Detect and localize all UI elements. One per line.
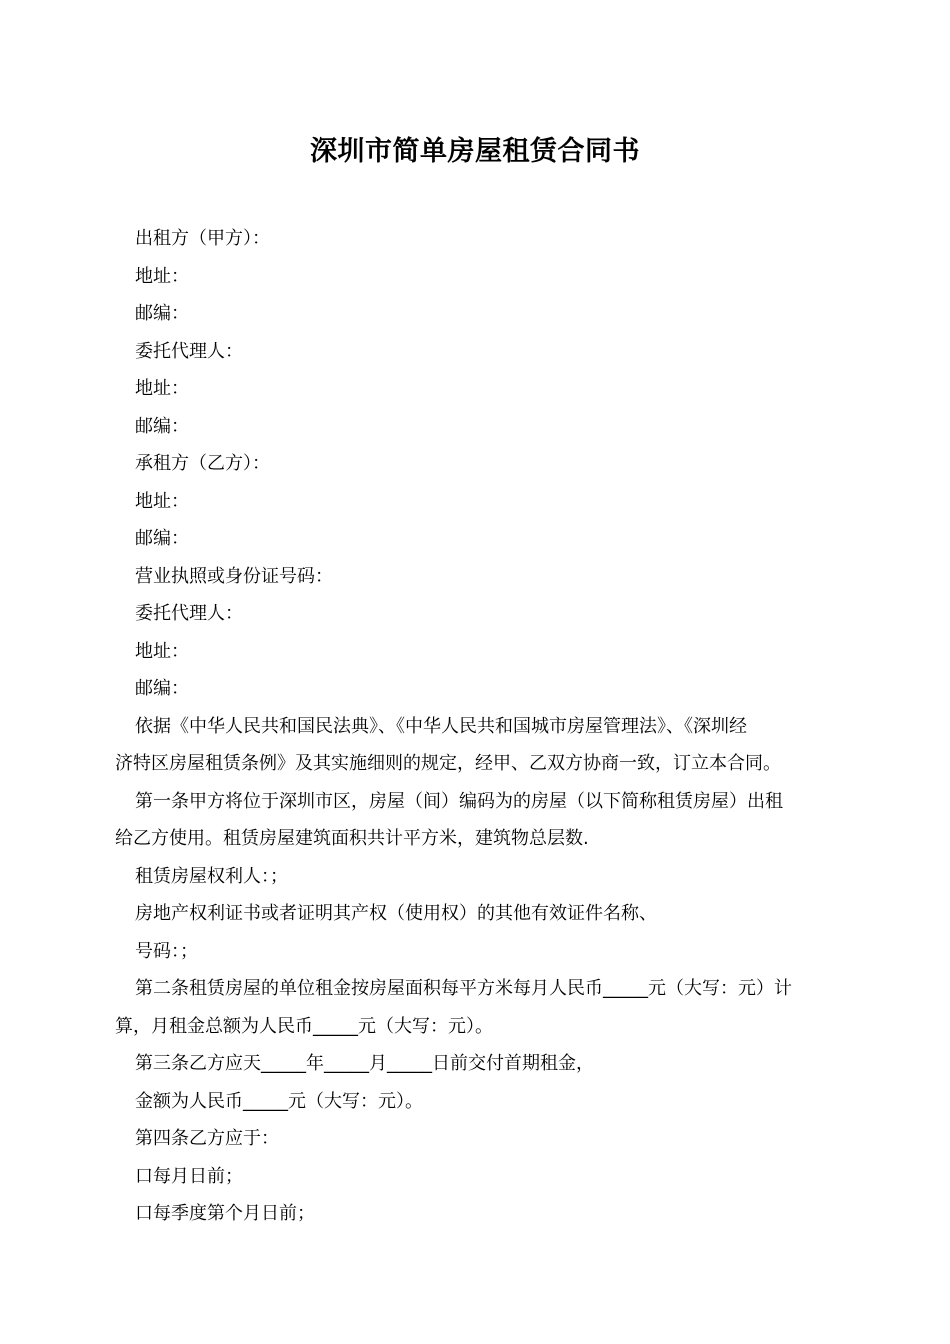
- legal-basis-line-2: 济特区房屋租赁条例》及其实施细则的规定，经甲、乙双方协商一致，订立本合同。: [115, 753, 781, 774]
- property-owner-line: 租赁房屋权利人：；: [135, 865, 288, 887]
- lessee-address-line: 地址：: [135, 490, 189, 512]
- article-2-line-1: 第二条租赁房屋的单位租金按房屋面积每平方米每月人民币_____元（大写：元）计: [135, 978, 792, 999]
- lessor-agent-address-line: 地址：: [135, 378, 189, 399]
- legal-basis-line-1: 依据《中华人民共和国民法典》、《中华人民共和国城市房屋管理法》、《深圳经: [135, 715, 747, 737]
- monthly-option-line: 口每月日前；: [135, 1165, 243, 1187]
- lessor-agent-postcode-line: 邮编：: [135, 415, 189, 437]
- article-4-line: 第四条乙方应于：: [135, 1128, 279, 1149]
- quarterly-option-line: 口每季度第个月日前；: [135, 1203, 315, 1224]
- document-body: [115, 220, 835, 1233]
- lessee-agent-address-line: 地址：: [135, 640, 189, 662]
- lessee-postcode-line: 邮编：: [135, 528, 189, 549]
- lessor-agent-line: 委托代理人：: [135, 340, 243, 362]
- lessee-line: 承租方（乙方）：: [135, 453, 270, 474]
- lessee-id-line: 营业执照或身份证号码：: [135, 565, 333, 587]
- article-2-line-2: 算，月租金总额为人民币_____元（大写：元）。: [115, 1015, 493, 1037]
- document-title: 深圳市简单房屋租赁合同书: [310, 136, 640, 167]
- property-certificate-line: 房地产权利证书或者证明其产权（使用权）的其他有效证件名称、: [135, 903, 657, 924]
- lessor-address-line: 地址：: [135, 265, 189, 287]
- certificate-number-line: 号码：；: [135, 940, 198, 962]
- article-1-line-1: 第一条甲方将位于深圳市区，房屋（间）编码为的房屋（以下简称租赁房屋）出租: [135, 790, 783, 812]
- article-1-line-2: 给乙方使用。租赁房屋建筑面积共计平方米，建筑物总层数.: [115, 828, 589, 849]
- lessor-postcode-line: 邮编：: [135, 303, 189, 324]
- lessee-agent-line: 委托代理人：: [135, 603, 243, 624]
- lessor-line: 出租方（甲方）：: [135, 228, 270, 249]
- article-3-line-2: 金额为人民币_____元（大写：元）。: [135, 1090, 423, 1112]
- article-3-line-1: 第三条乙方应天_____年_____月_____日前交付首期租金，: [135, 1053, 594, 1074]
- lessee-agent-postcode-line: 邮编：: [135, 678, 189, 699]
